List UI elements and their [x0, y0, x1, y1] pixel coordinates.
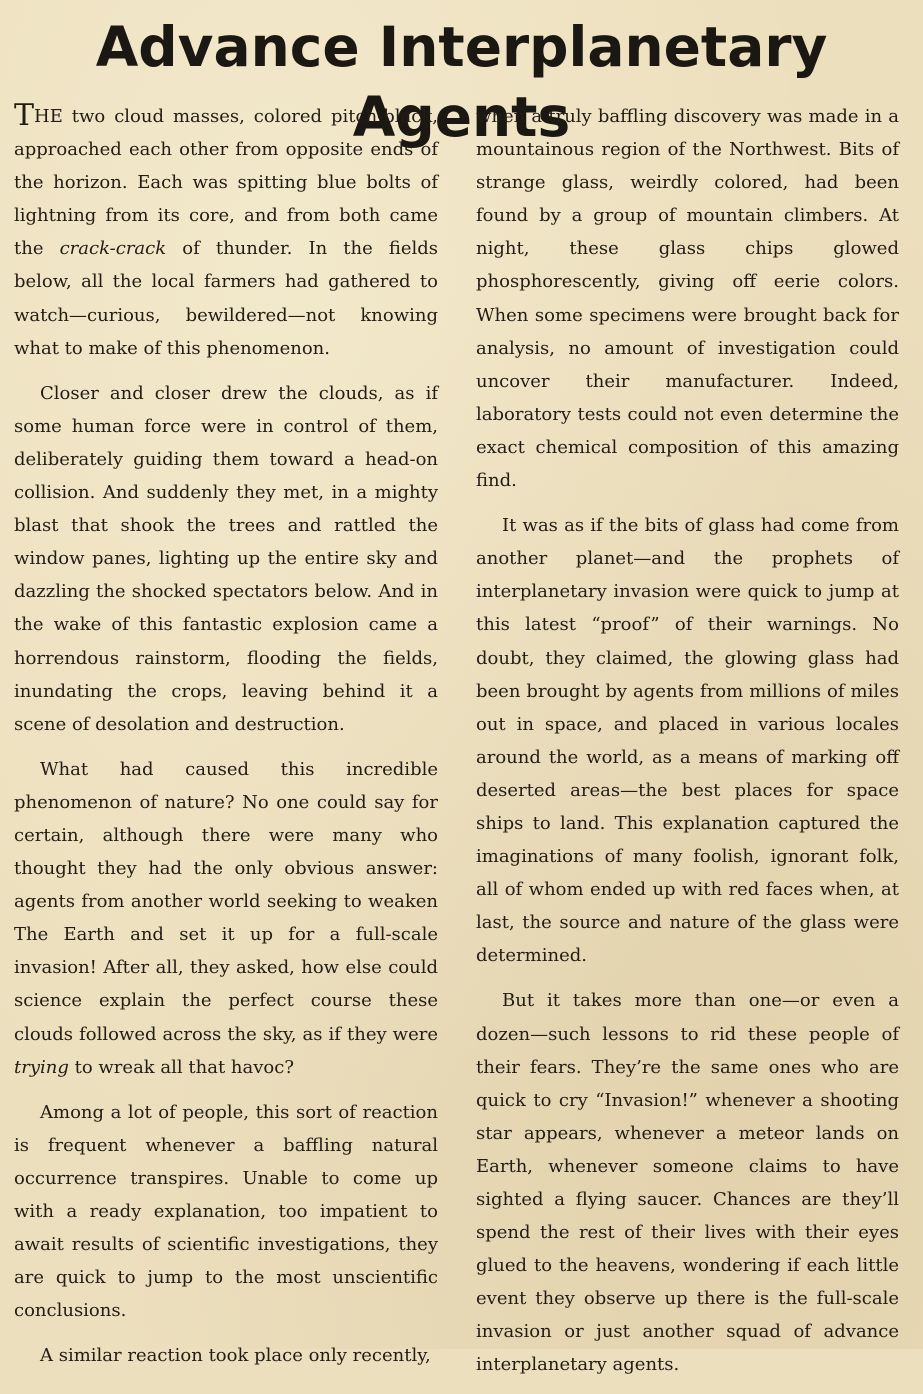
paragraph: when a truly baffling discovery was made in a mountainous region of the Northwest. Bits of strange glass, weirdly colored, had been found by a group of mountain climbers. At night, these glass chips glowed phosphorescently, giving off eerie colors. When some specimens were brought back for analysis, no amount of investigation could uncover their manufacturer. Indeed, laboratory tests could not even determine the exact chemical composition of this amazing find.	[476, 106, 899, 492]
paragraph	[14, 753, 438, 1084]
paragraph: Closer and closer drew the clouds, as if some human force were in control of them, deliberately guiding them toward a head-on collision. And suddenly they met, in a mighty blast that shook the trees and rattled the window panes, lighting up the entire sky and dazzling the shocked spectators below. And in the wake of this fantastic explosion came a horrendous rainstorm, flooding the fields, inundating the crops, leaving behind it a scene of desolation and destruction.	[14, 382, 438, 735]
paragraph-text: What had caused this incredible phenomenon of nature? No one could say for certain, although there were many who thought they had the only obvious answer: agents from another world seeking to weaken The Earth and set it up for a full-scale invasion! After all, they asked, how else could science explain the perfect course these clouds followed across the sky, as if they were	[14, 758, 438, 1045]
paragraph: But it takes more than one—or even a dozen—such lessons to rid these people of their fears. They’re the same ones who are quick to cry “Invasion!” whenever a shooting star appears, whenever a meteor lands on Earth, whenever someone claims to have sighted a flying saucer. Chances are they’ll spend the rest of their lives with their eyes glued to the heavens, wondering if each little event they observe up there is the full-scale invasion or just another squad of advance interplanetary agents.	[476, 990, 899, 1376]
paragraph: A similar reaction took place only recently,	[40, 1345, 431, 1367]
paragraph-text: HE two cloud masses, colored pitch-black, approached each other from opposite ends of the horizon. Each was spitting blue bolts of lightning from its core, and from both came the	[14, 106, 438, 260]
left-column	[14, 100, 438, 1384]
italic-text: crack-crack	[59, 238, 167, 260]
paragraph-text: to wreak all that havoc?	[68, 1056, 294, 1078]
paragraph	[14, 100, 438, 365]
drop-cap: T	[14, 98, 35, 133]
article-title: Advance Interplanetary Agents	[95, 15, 828, 149]
right-column	[476, 100, 899, 1394]
italic-text: trying	[14, 1056, 69, 1078]
paragraph-text: of thunder. In the fields below, all the local farmers had gathered to watch—curious, bewildered—not knowing what to make of this phenomenon.	[14, 238, 439, 359]
paragraph: It was as if the bits of glass had come from another planet—and the prophets of interplanetary invasion were quick to jump at this latest “proof” of their warnings. No doubt, they claimed, the glowing glass had been brought by agents from millions of miles out in space, and placed in various locales around the world, as a means of marking off deserted areas—the best places for space ships to land. This explanation captured the imaginations of many foolish, ignorant folk, all of whom ended up with red faces when, at last, the source and nature of the glass were determined.	[476, 515, 899, 967]
paragraph: Among a lot of people, this sort of reaction is frequent whenever a baffling natural occurrence transpires. Unable to come up with a ready explanation, too impatient to await results of scientific investigations, they are quick to jump to the most unscientific conclusions.	[14, 1101, 438, 1322]
